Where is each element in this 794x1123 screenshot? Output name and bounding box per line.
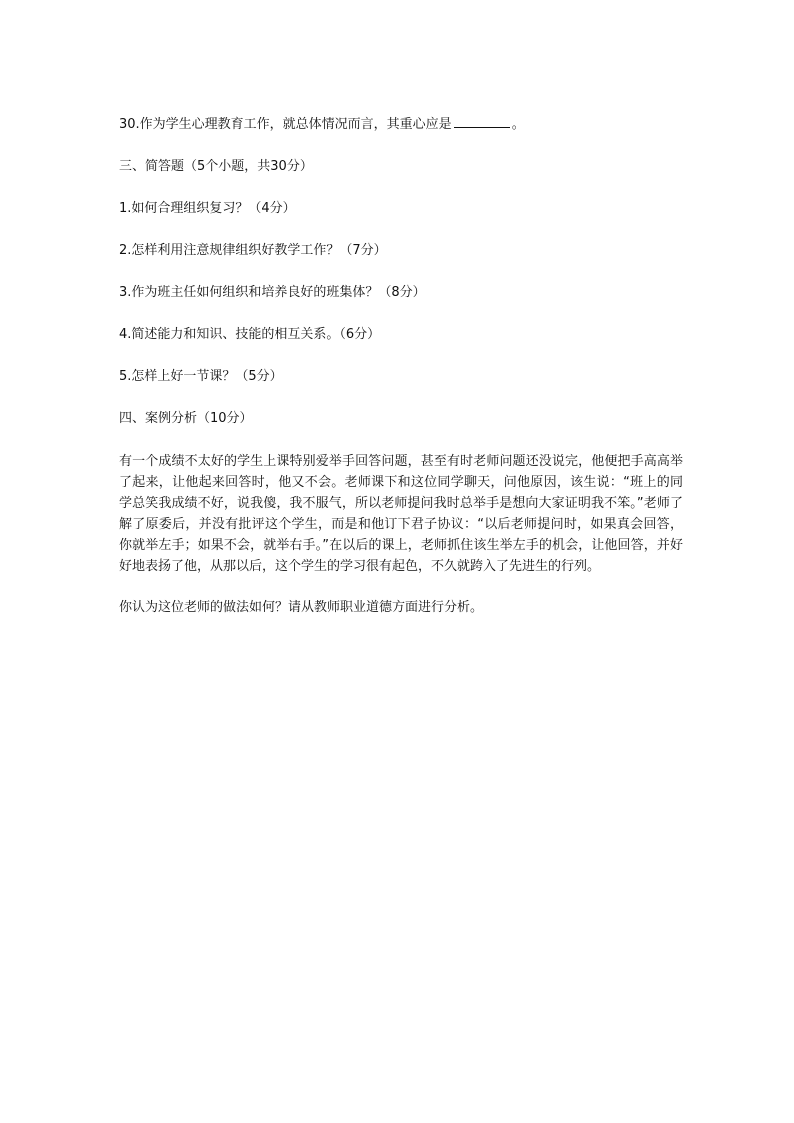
page-content xyxy=(119,114,683,638)
section-4-heading: 四、案例分析（10分） xyxy=(119,411,253,426)
section-3-heading: 三、简答题（5个小题，共30分） xyxy=(119,159,313,174)
answer-blank xyxy=(454,114,510,128)
short-answer-question-5: 5.怎样上好一节课？（5分） xyxy=(119,369,283,384)
short-answer-question-4: 4.简述能力和知识、技能的相互关系。（6分） xyxy=(119,327,381,342)
question-30-end: 。 xyxy=(511,117,525,132)
short-answer-question-2: 2.怎样利用注意规律组织好教学工作？（7分） xyxy=(119,243,387,258)
case-text: 有一个成绩不太好的学生上课特别爱举手回答问题，甚至有时老师问题还没说完，他便把手高高举了起来，让他起来回答时，他又不会。老师课下和这位同学聊天，问他原因，该生说：“班上的同学总笑我成绩不好，说我傻，我不服气，所以老师提问我时总举手是想向大家证明我不笨。”老师了解了原委后，并没有批评这个学生，而是和他订下君子协议：“以后老师提问时，如果真会回答，你就举左手；如果不会，就举右手。”在以后的课上，老师抓住该生举左手的机会，让他回答，并好好地表扬了他，从那以后，这个学生的学习很有起色，不久就跨入了先进生的行列。 xyxy=(119,454,683,574)
short-answer-question-1: 1.如何合理组织复习？（4分） xyxy=(119,201,296,216)
question-30 xyxy=(119,114,683,135)
short-answer-question-3: 3.作为班主任如何组织和培养良好的班集体？（8分） xyxy=(119,285,426,300)
question-30-text: 30.作为学生心理教育工作，就总体情况而言，其重心应是 xyxy=(119,117,452,132)
case-question: 你认为这位老师的做法如何？请从教师职业道德方面进行分析。 xyxy=(119,600,484,615)
